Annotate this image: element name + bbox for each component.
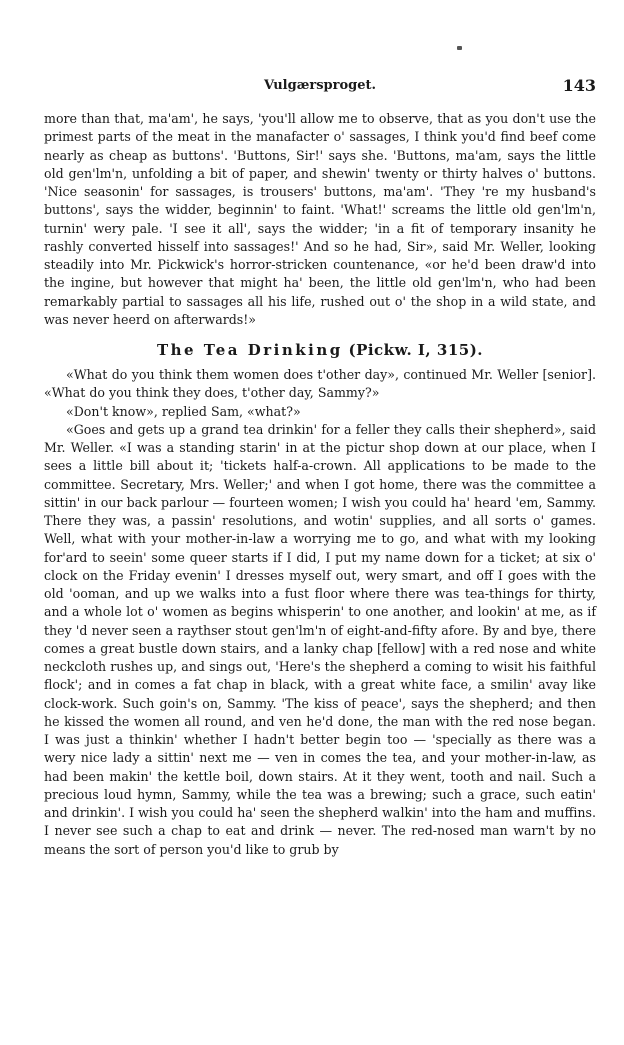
page-number: 143 xyxy=(562,76,596,95)
section-title: The Tea Drinking xyxy=(156,341,343,359)
section-heading xyxy=(44,341,596,359)
body-text xyxy=(44,110,596,859)
paragraph: «Goes and gets up a grand tea drinkin' for a feller they calls their shepherd», said Mr. Weller. «I was a standing starin' in at the pictur shop down at our place, when I sees a little bill about it; 'tickets half-a-crown. All applications to be made to the committee. Secretary, Mrs. Weller;' and when I got home, there was the committee a sittin' in our back parlour — fourteen women; I wish you could ha' heard 'em, Sammy. There they was, a passin' resolutions, and wotin' supplies, and all sorts o' games. Well, what with your mother-in-law a worrying me to go, and what with my looking for'ard to seein' some queer starts if I did, I put my name down for a ticket; at six o' clock on the Friday evenin' I dresses myself out, wery smart, and off I goes with the old 'ooman, and up we walks into a fust floor where there was tea-things for thirty, and a whole lot o' women as begins whisperin' to one another, and lookin' at me, as if they 'd never seen a raythser stout gen'lm'n of eight-and-fifty afore. By and bye, there comes a great bustle down stairs, and a lanky chap [fellow] with a red nose and white neckcloth rushes up, and sings out, 'Here's the shepherd a coming to wisit his faithful flock'; and in comes a fat chap in black, with a great white face, a smilin' avay like clock-work. Such goin's on, Sammy. 'The kiss of peace', says the shepherd; and then he kissed the women all round, and ven he'd done, the man with the red nose began. I was just a thinkin' whether I hadn't better begin too — 'specially as there was a wery nice lady a sittin' next me — ven in comes the tea, and your mother-in-law, as had been makin' the kettle boil, down stairs. At it they went, tooth and nail. Such a precious loud hymn, Sammy, while the tea was a brewing; such a grace, such eatin' and drinkin'. I wish you could ha' seen the shepherd walkin' into the ham and muffins. I never see such a chap to eat and drink — never. The red-nosed man warn't by no means the sort of person you'd like to grub by xyxy=(44,421,596,857)
section-reference: (Pickw. I, 315). xyxy=(348,341,484,359)
paragraph: more than that, ma'am', he says, 'you'll allow me to observe, that as you don't use the primest parts of the meat in the manafacter o' sassages, I think you'd find beef come nearly as cheap as buttons'. 'Buttons, Sir!' says she. 'Buttons, ma'am, says the little old gen'lm'n, unfolding a bit of paper, and shewin' twenty or thirty halves o' buttons. 'Nice seasonin' for sassages, is trousers' buttons, ma'am'. 'They 're my husband's buttons', says the widder, beginnin' to faint. 'What!' screams the little old gen'lm'n, turnin' wery pale. 'I see it all', says the widder; 'in a fit of temporary insanity he rashly converted hisself into sassages!' And so he had, Sir», said Mr. Weller, looking steadily into Mr. Pickwick's horror-stricken countenance, «or he'd been draw'd into the ingine, but however that might ha' been, the little old gen'lm'n, who had been remarkably partial to sassages all his life, rushed out o' the shop in a wild state, and was never heerd on afterwards!» xyxy=(44,111,596,327)
print-speck xyxy=(457,46,462,50)
running-title: Vulgærsproget. xyxy=(263,78,377,93)
page-header xyxy=(44,76,596,98)
paragraph: «Don't know», replied Sam, «what?» xyxy=(66,403,301,419)
paragraph: «What do you think them women does t'other day», continued Mr. Weller [senior]. «What do you think they does, t'other day, Sammy?» xyxy=(44,367,596,401)
